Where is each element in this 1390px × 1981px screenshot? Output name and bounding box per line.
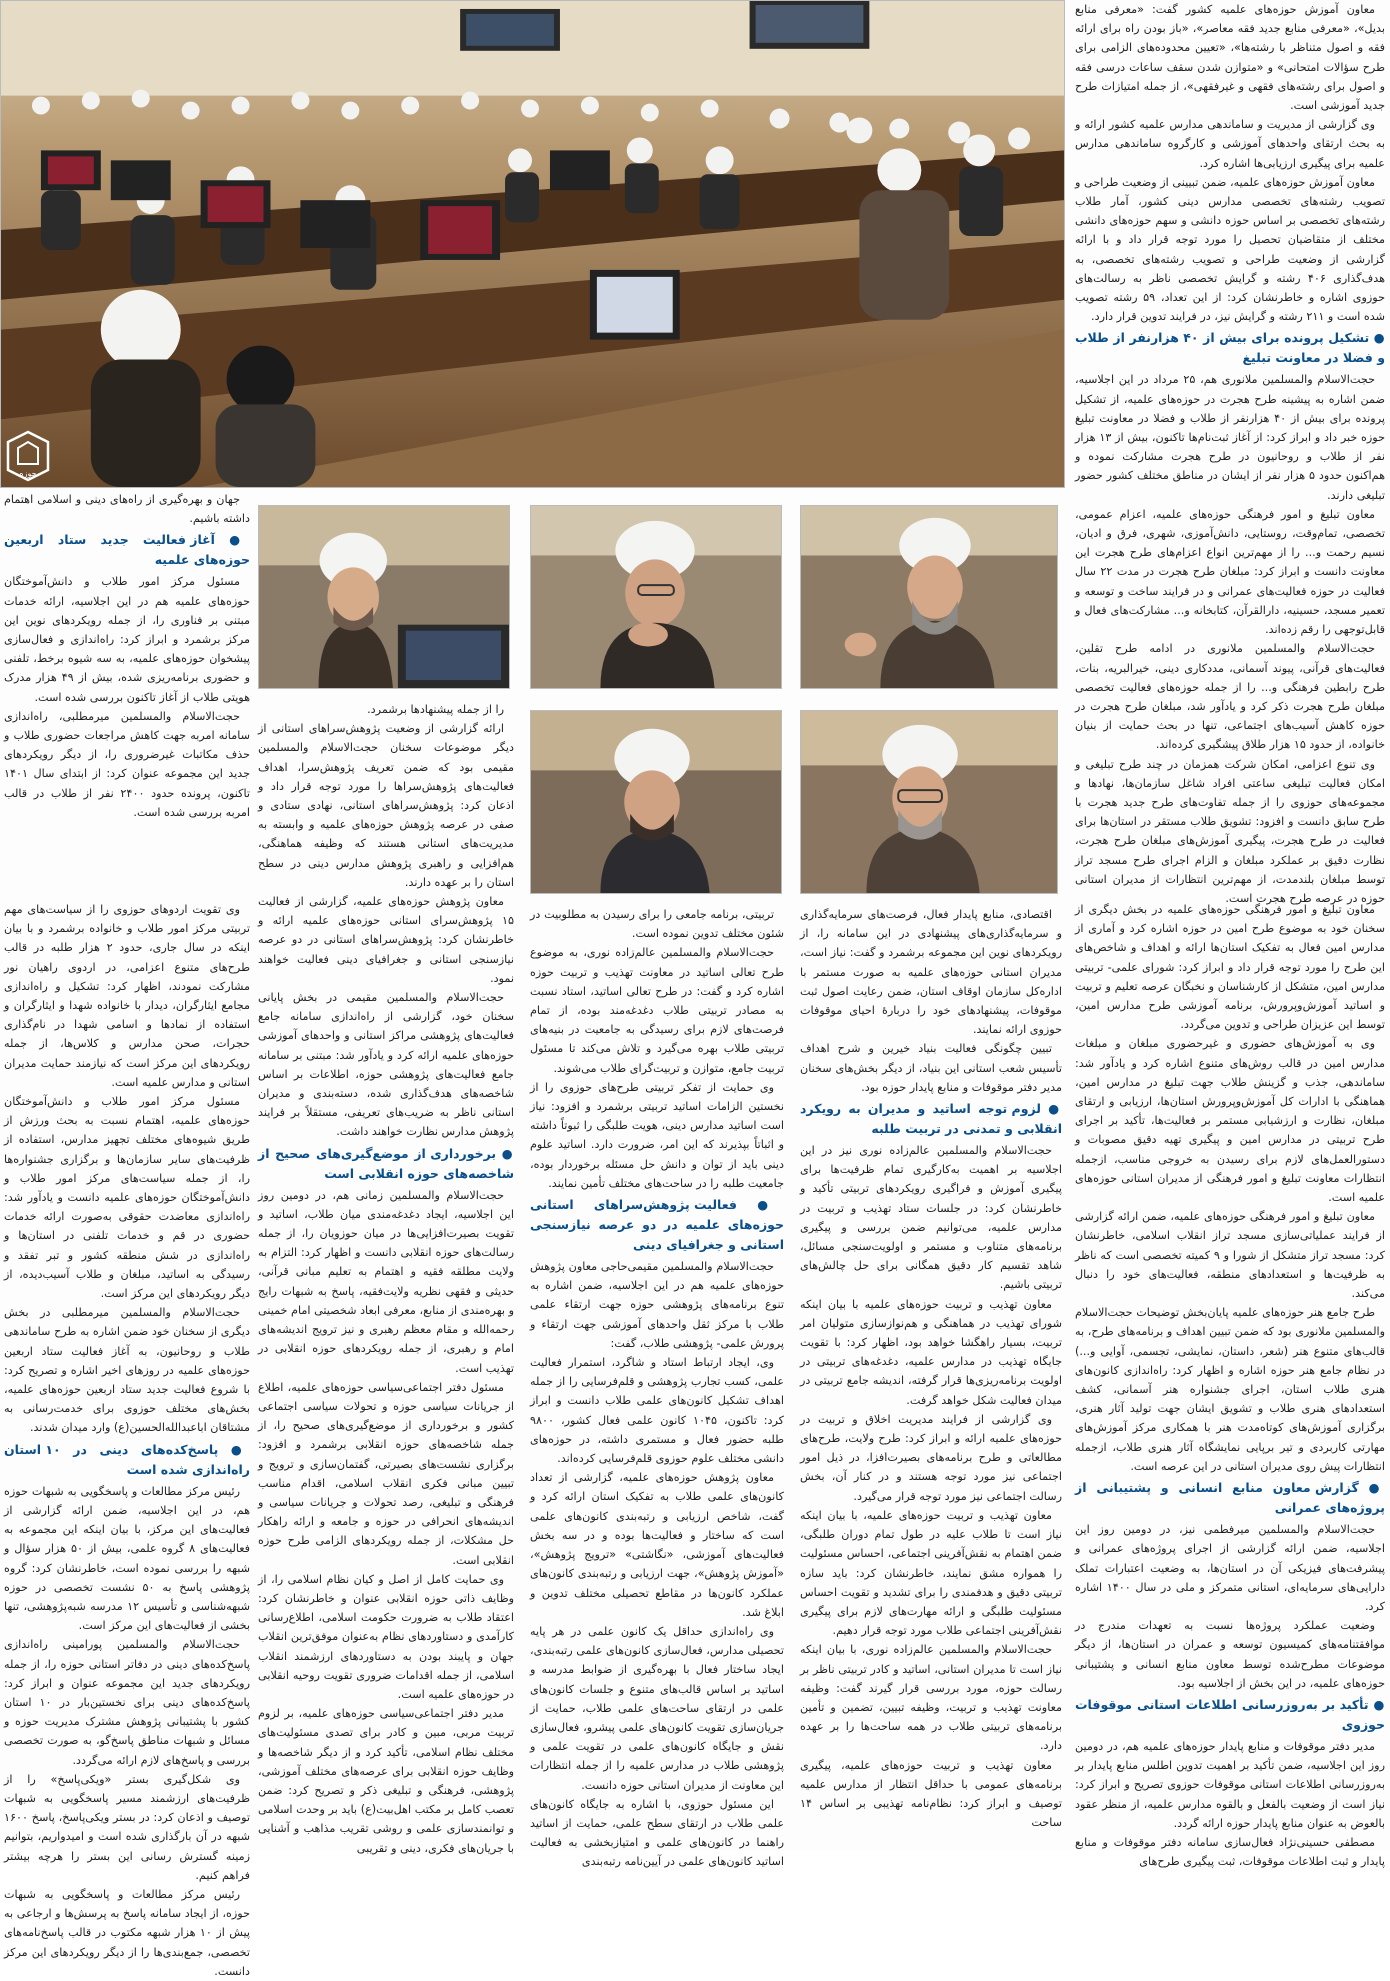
section-heading: ● تشکیل پرونده برای بیش از ۴۰ هزارنفر از طلاب و فضلا در معاونت تبلیغ xyxy=(1075,330,1385,366)
paragraph: معاون آموزش حوزه‌های علمیه، ضمن تبیینی از وضعیت طراحی و تصویب رشته‌های تخصصی مدارس دینی کشور، آمار طلاب رشته‌های تخصصی بر اساس حوزه دانشی و سهم حوزه‌های دانشی مختلف از متقاضیان تحصیل را مورد توجه قرار داد و با ارائه گزارشی از وضعیت طراحی و تصویب رشته‌های تخصصی، به هدف‌گذاری ۴۰۶ رشته و گرایش تخصصی ناظر به رسالت‌های حوزوی اشاره و خاطرنشان کرد: از این تعداد، ۵۹ رشته تصویب شده است و ۲۱۱ رشته و گرایش نیز، در فرایند تدوین قرار دارد. xyxy=(1075,175,1385,324)
paragraph: وی، ایجاد ارتباط استاد و شاگرد، استمرار فعالیت علمی، کسب تجارب پژوهشی و قلم‌فرسایی را از جمله اهداف تشکیل کانون‌های علمی طلاب دانست و ابراز کرد: تاکنون، ۱۰۴۵ کانون علمی فعال کشور، ۹۸۰۰ طلبه حضور فعال و مستمری داشته، در حوزه‌های دانشی مختلف علوم حوزوی قلم‌فرسایی کرده‌اند. xyxy=(530,1356,784,1466)
paragraph: مسئول مرکز امور طلاب و دانش‌آموختگان حوزه‌های علمیه هم در این اجلاسیه، ارائه خدمات مبتنی بر فناوری را، از جمله رویکردهای نوین این مرکز برشمرد و ابراز کرد: راه‌اندازی و فعال‌سازی پیشخوان حوزه‌های علمیه، به سه شیوه برخط، تلفنی و حضوری برنامه‌ریزی شده، بیش از ۴۹ هزار مدرک هویتی طلاب از آغاز تاکنون بررسی شده است. xyxy=(4,575,250,704)
paragraph: حجت‌الاسلام والمسلمین عالم‌زاده نوری، با بیان اینکه نیاز است تا مدیران استانی، اساتید و کادر تربیتی ناظر بر رسالت حوزه، مورد بررسی قرار گیرند گفت: وظیفه معاونت تهذیب و تربیت، وظیفه تبیین، تضمین و تأمین برنامه‌های تربیتی طلاب در همه ساحت‌ها را بر عهده دارد. xyxy=(800,1643,1062,1753)
paragraph: معاون آموزش حوزه‌های علمیه کشور گفت: «معرفی منابع بدیل»، «معرفی منابع جدید فقه معاصر»، «باز بودن راه برای ارائه فقه و اصول متناظر با رشته‌ها»، «تعیین محدوده‌های الزامی برای طرح سؤالات امتحانی» و «متوازن شدن سقف ساعات درسی فقه و اصول برای رشته‌های فقهی و غیرفقهی»، از جمله امتیازات طرح جدید آموزشی است. xyxy=(1075,3,1385,113)
section-heading: ● آغاز فعالیت جدید ستاد اربعین حوزه‌های علمیه xyxy=(4,532,250,568)
section-heading: ● لزوم توجه اساتید و مدیران به رویکرد انقلابی و تمدنی در تربیت طلبه xyxy=(800,1101,1063,1137)
portrait-1 xyxy=(258,505,510,689)
paragraph: این مسئول حوزوی، با اشاره به جایگاه کانون‌های علمی طلاب در ارتقای سطح علمی، حمایت از اساتید راهنما در کانون‌های علمی و امتیازبخشی به فعالیت اساتید کانون‌های علمی در آیین‌نامه رتبه‌بندی xyxy=(530,1797,784,1869)
paragraph: مصطفی حسینی‌نژاد فعال‌سازی سامانه دفتر موقوفات و منابع پایدار و ثبت اطلاعات موقوفات، ثبت پیگیری طرح‌های xyxy=(1075,1835,1385,1869)
portrait-5 xyxy=(800,710,1058,894)
paragraph: تبیین چگونگی فعالیت بنیاد خیرین و شرح اهداف تأسیس شعب استانی این بنیاد، از دیگر بخش‌های سخنان مدیر دفتر موقوفات و منابع پایدار حوزه بود. xyxy=(800,1042,1062,1094)
paragraph: معاون پژوهش حوزه‌های علمیه، گزارشی از فعالیت ۱۵ پژوهش‌سرای استانی حوزه‌های علمیه ارائه و خاطرنشان کرد: پژوهش‌سراهای استانی در دو عرصه نیازسنجی استانی و جغرافیای دینی فعالیت خواهند نمود. xyxy=(258,895,514,985)
portrait-4 xyxy=(530,710,782,894)
paragraph: حجت‌الاسلام والمسلمین ملانوری در ادامه طرح تقلین، فعالیت‌های قرآنی، پیوند آسمانی، مددکاری دینی، خیرالبریه، بنات، طرح رابطین فرهنگی و... را از جمله حوزه‌های فعالیت تخصصی مبلغان طرح هجرت ذکر کرد و یادآور شد، مبلغان طرح هجرت در حوزه کاهش آسیب‌های اجتماعی، تنها در بحث حمایت از بنیان خانواده، از حدود ۱۵ هزار طلاق پیشگیری کرده‌اند. xyxy=(1075,642,1385,752)
paragraph: معاون تهذیب و تربیت حوزه‌های علمیه با بیان اینکه شورای تهذیب در هماهنگی و هم‌نوازسازی متولیان امر تربیت، بسیار راهگشا خواهد بود، اظهار کرد: با تقویت جایگاه تهذیب در مدارس علمیه، دغدغه‌های تربیتی در اولویت برنامه‌ریزی‌ها قرار گرفته، اندیشه جامع تربیتی در میدان فعالیت شکل خواهد گرفت. xyxy=(800,1297,1062,1407)
paragraph: ارائه گزارشی از وضعیت پژوهش‌سراهای استانی از دیگر موضوعات سخنان حجت‌الاسلام والمسلمین مقیمی بود که ضمن تعریف پژوهش‌سرا، اهداف فعالیت‌های پژوهش‌سراها را مورد توجه قرار داد و اذعان کرد: پژوهش‌سراهای استانی، نهادی ستادی و صفی در عرصه پژوهش حوزه‌های علمیه و وابسته به مدیریت‌های استانی هستند که وظیفه هماهنگی، هم‌افزایی و راهبری پژوهش مدارس دینی در سطح استان را بر عهده دارند. xyxy=(258,722,514,889)
section-heading: ● تأکید بر به‌روزرسانی اطلاعات استانی موقوفات حوزوی xyxy=(1075,1696,1385,1732)
section-heading: ● فعالیت پژوهش‌سراهای استانی حوزه‌های علمیه در دو عرصه نیازسنجی استانی و جغرافیای دینی xyxy=(530,1197,784,1253)
paragraph: معاون تبلیغ و امور فرهنگی حوزه‌های علمیه در بخش دیگری از سخنان خود به موضوع طرح امین در حوزه اشاره کرد و آماری از مدارس امین فعال به تفکیک استان‌ها ارائه و اهداف و شاخص‌های این طرح را مورد توجه قرار داد و ابراز کرد: شورای علمی- تربیتی مدارس امین، متشکل از کارشناسان و نخبگان عرصه تعلیم و تربیت و اساتید آموزش‌وپرورش، برنامه آموزشی طرح مدارس امین، توسط این عزیزان طراحی و تدوین می‌گردد. xyxy=(1075,903,1385,1032)
paragraph: حجت‌الاسلام والمسلمین پورامینی راه‌اندازی پاسخ‌کده‌های دینی در دفاتر استانی حوزه را، از جمله رویکردهای جدید این مجموعه عنوان و ابراز کرد: پاسخ‌کده‌های دینی برای نخستین‌بار در ۱۰ استان کشور با پشتیبانی پژوهش مشترک مدیریت حوزه و مسائل و شبهات مناطق پاسخ‌گو، به صورت تخصصی بررسی و پاسخ‌های لازم ارائه می‌گردد. xyxy=(4,1638,250,1767)
paragraph: حجت‌الاسلام والمسلمین میرمطلبی در بخش دیگری از سخنان خود ضمن اشاره به طرح ساماندهی طلاب و روحانیون، به آغاز فعالیت ستاد اربعین حوزه‌های علمیه در روزهای اخیر اشاره و تصریح کرد: با شروع فعالیت جدید ستاد اربعین حوزه‌های علمیه، بخش‌های مختلف حوزوی برای خدمت‌رسانی به مشتاقان اباعبدالله‌الحسین(ع) وارد میدان شدند. xyxy=(4,1306,250,1435)
column-2 xyxy=(258,700,514,1855)
paragraph: حجت‌الاسلام والمسلمین مقیمی در بخش پایانی سخنان خود، گزارشی از راه‌اندازی سامانه جامع فعالیت‌های پژوهشی مراکز استانی و واحدهای آموزشی حوزه‌های علمیه ارائه کرد و یادآور شد: مبتنی بر سامانه جامع فعالیت‌های پژوهشی حوزه، اطلاعات بر اساس شاخصه‌های هدف‌گذاری شده، دسته‌بندی و مدیران استانی ناظر به ضریب‌های تعریفی، مستقلاً بر فرایند پژوهش مدارس نظارت خواهند داشت. xyxy=(258,991,514,1139)
column-5 xyxy=(1075,900,1385,1869)
paragraph: رئیس مرکز مطالعات و پاسخگویی به شبهات حوزه، از ایجاد سامانه پاسخ به پرسش‌ها و ارجاعی به پیش از ۱۰ هزار شبهه مکتوب در قالب پاسخ‌نامه‌های تخصصی، جمع‌بندی‌ها را از دیگر رویکردهای این مرکز دانست. xyxy=(4,1887,250,1978)
paragraph: وی تنوع اعزامی، امکان شرکت همزمان در چند طرح تبلیغی و امکان فعالیت تبلیغی ساعتی افراد شاغل سازمان‌ها، نهادها و مجموعه‌های حوزوی را از جمله تفاوت‌های طرح جدید هجرت با طرح سابق دانست و افزود: تشویق طلاب مستقر در استان‌ها برای فعالیت در طرح هجرت، پیگیری آموزش‌های مبلغان طرح هجرت، نظارت دقیق بر عملکرد مبلغان و الزام اجرای طرح مسجد تراز توسط مبلغان بلندمدت، از مهم‌ترین انتظارات از مدیران استانی حوزه در عرصه طرح هجرت است. xyxy=(1075,757,1385,905)
column-3 xyxy=(530,905,784,1869)
paragraph: وی شکل‌گیری بستر «ویکی‌پاسخ» را از ظرفیت‌های ارزشمند مسیر پاسخگویی به شبهات توصیف و اذعان کرد: در بستر ویکی‌پاسخ، پاسخ ۱۶۰۰ شبهه در آن بارگذاری شده است و امیدواریم، بتوانیم زمینه گسترش رسانی این بستر را هرچه بیشتر فراهم کنیم. xyxy=(4,1772,250,1882)
column-4 xyxy=(800,905,1062,1846)
paragraph: تربیتی، برنامه جامعی را برای رسیدن به مطلوبیت در شئون مختلف تدوین نموده است. xyxy=(530,908,784,941)
paragraph: وی حمایت از تفکر تربیتی طرح‌های حوزوی را از نخستین الزامات اساتید تربیتی برشمرد و افزود: نیاز است اساتید مدارس دینی، هویت طلبگی را ثبوتاً داشته و اثباتاً بپذیرند که این امر، ضرورت دارد. اساتید علوم دینی باید از توان و دانش حل مسئله برخوردار بوده، جامعیت طلبه را در ساحت‌های مختلف تأمین نمایند. xyxy=(530,1080,784,1190)
paragraph: وی تقویت اردوهای حوزوی را از سیاست‌های مهم تربیتی مرکز امور طلاب و خانواده برشمرد و با بیان اینکه در سال جاری، حدود ۲ هزار طلبه در قالب طرح‌های متنوع اعزامی، در اردوی راهیان نور مشارکت نمودند، اظهار کرد: تشکیل و راه‌اندازی مجامع ایثارگران، دیدار با خانواده شهدا و ایثارگران و استفاده از نمادها و اسامی شهدا در نام‌گذاری حجرات، صحن مدارس و کلاس‌ها، از جمله رویکردهای این مرکز است که نیازمند حمایت مدیران استانی و مدارس علمیه است. xyxy=(4,903,250,1089)
paragraph: مسئول مرکز امور طلاب و دانش‌آموختگان حوزه‌های علمیه، اهتمام نسبت به بحث ورزش از طریق شیوه‌های مختلف تجهیز مدارس، استفاده از ظرفیت‌های سایر سازمان‌ها و برگزاری جشنواره‌ها را، از جمله سیاست‌های مرکز امور طلاب و دانش‌آموختگان حوزه‌های علمیه دانست و یادآور شد: راه‌اندازی معاضدت حقوقی به‌صورت ارائه خدمات حضوری در قم و خدمات تلفنی در استان‌ها و راه‌اندازی در شش منطقه کشور و تبر تفقد و رسیدگی به اساتید، مبلغان و طلاب آسیب‌دیده، از دیگر رویکردهای این مرکز است. xyxy=(4,1095,250,1301)
paragraph: جهان و بهره‌گیری از راه‌های دینی و اسلامی اهتمام داشته باشیم. xyxy=(4,493,250,526)
portrait-3 xyxy=(800,505,1058,689)
hawzah-logo xyxy=(4,430,52,482)
paragraph: وی به آموزش‌های حضوری و غیرحضوری مبلغان و مبلغات مدارس امین در قالب روش‌های متنوع اشاره کرد و یادآور شد: ساماندهی، جذب و گزینش طلاب جهت تبلیغ در مدارس امین، هماهنگی با ادارات کل آموزش‌وپرورش استان‌ها، ارزیابی و ارتقای مبلغان، نظارت و ارزشیابی مستمر بر فعالیت‌ها، تأکید بر اجرای طرح تربیتی در مدارس امین و پیگیری تهیه دقیق مصوبات و دستورالعمل‌های لازم برای رسیدن به خروجی مناسب، ازجمله انتظارات معاونت تبلیغ و امور فرهنگی از مدیران استانی حوزه‌های علمیه است. xyxy=(1075,1037,1385,1205)
paragraph: حجت‌الاسلام والمسلمین مقیمی‌حاجی معاون پژوهش حوزه‌های علمیه هم در این اجلاسیه، ضمن اشاره به تنوع برنامه‌های پژوهشی حوزه جهت ارتقاء علمی طلاب با مرکز ثقل واحدهای آموزشی جهت ارتقاء و پرورش علمی- پژوهشی طلاب، گفت: xyxy=(530,1260,784,1350)
hero-meeting-photo xyxy=(0,0,1065,488)
column-left-top xyxy=(4,490,250,896)
paragraph: معاون پژوهش حوزه‌های علمیه، گزارشی از تعداد کانون‌های علمی طلاب به تفکیک استان ارائه کرد و گفت، شاخص ارزیابی و رتبه‌بندی کانون‌های علمی است که ساختار و فعالیت‌ها بوده و در سه بخش فعالیت‌های آموزشی، «نگاشتی» «ترویج پژوهش»، «آموزش پژوهش»، جهت ارزیابی و رتبه‌بندی کانون‌های عملکرد کانون‌ها در مقاطع تحصیلی مختلف تدوین و ابلاغ شد. xyxy=(530,1471,784,1619)
paragraph: مدیر دفتر اجتماعی‌سیاسی حوزه‌های علمیه، بر لزوم تربیت مربی، مبین و کادر برای تصدی مسئولیت‌های مختلف نظام اسلامی، تأکید کرد و از دیگر شاخصه‌ها و وظایف حوزه انقلابی برای عرصه‌های مختلف آموزشی، پژوهشی، فرهنگی و تبلیغی ذکر و تصریح کرد: ضمن تعصب کامل بر مکتب اهل‌بیت(ع) باید بر وحدت اسلامی و توانمندسازی علمی و روشی تقریب مذاهب و آشنایی با جریان‌های فکری، دینی و تقریبی xyxy=(258,1707,514,1855)
paragraph: حجت‌الاسلام والمسلمین زمانی هم، در دومین روز این اجلاسیه، ایجاد دغدغه‌مندی میان طلاب، اساتید و تقویت بصیرت‌افزایی‌ها در میان حوزویان را، از جمله رسالت‌های حوزه انقلابی دانست و اظهار کرد: التزام به ولایت مطلقه فقیه و اهتمام به تعلیم مبانی قرآنی، حدیثی و فقهی نظریه ولایت‌فقیه، پاسخ به شبهات رایج و بهره‌مندی از منابع، معرفی ابعاد شخصیتی امام خمینی رحمه‌الله و مقام معظم رهبری و نیز ترویج اندیشه‌های امام و رهبری، از جمله رویکردهای حوزه انقلابی در تهذیب است. xyxy=(258,1188,514,1375)
section-heading: ● برخورداری از موضع‌گیری‌های صحیح از شاخصه‌های حوزه انقلابی است xyxy=(258,1145,514,1181)
paragraph: مدیر دفتر موقوفات و منابع پایدار حوزه‌های علمیه هم، در دومین روز این اجلاسیه، ضمن تأکید بر اهمیت تدوین اطلس منابع پایدار بر به‌روزرسانی اطلاعات استانی موقوفات حوزوی تصریح و ابراز کرد: نیاز است از وضعیت بالفعل و بالقوه مدارس علمیه، از منظر عقود بالعوض به عنوان منابع پایدار حوزه ارائه گردد. xyxy=(1075,1739,1385,1830)
paragraph: حجت‌الاسلام والمسلمین میرفطمی نیز، در دومین روز این اجلاسیه، ضمن ارائه گزارشی از اجرای پروژه‌های عمرانی و پیشرفت‌های فیزیکی آن در استان‌ها، به وضعیت اعتبارات تملک دارایی‌های سرمایه‌ای، استانی متمرکز و ملی در سال ۱۴۰۰ اشاره کرد. xyxy=(1075,1523,1385,1613)
paragraph: حجت‌الاسلام والمسلمین عالم‌زاده نوری نیز در این اجلاسیه بر اهمیت به‌کارگیری تمام ظرفیت‌ها برای پیگیری آموزش و فراگیری رویکردهای تربیتی تأکید و خاطرنشان کرد: در جلسات ستاد تهذیب و تربیت در مدارس علمیه، می‌توانیم ضمن بررسی و پیگیری برنامه‌های متناوب و مستمر و اولویت‌سنجی مسائل، شاهد تقسیم کار دقیق همگانی برای حل چالش‌های تربیتی باشیم. xyxy=(800,1144,1062,1292)
paragraph: وی حمایت کامل از اصل و کیان نظام اسلامی را، از وظایف ذاتی حوزه انقلابی عنوان و خاطرنشان کرد: اعتقاد طلاب به ضرورت حکومت اسلامی، اطلاع‌رسانی کارآمدی و دستاوردهای نظام به‌عنوان موفق‌ترین انقلاب جهان و پایبند بودن به دستاوردهای ارزشمند انقلاب اسلامی، از جمله اقدامات ضروری تقویت روحیه انقلابی در حوزه‌های علمیه است. xyxy=(258,1572,514,1701)
section-heading: ● گزارش معاون منابع انسانی و پشتیبانی از پروژه‌های عمرانی xyxy=(1075,1480,1385,1516)
paragraph: طرح جامع هنر حوزه‌های علمیه پایان‌بخش توضیحات حجت‌الاسلام والمسلمین ملانوری بود که ضمن تبیین اهداف و برنامه‌های طرح، به قالب‌های متنوع هنر (شعر، داستان، نمایشی، تجسمی، آوایی و...) در نظام جامع هنر حوزه اشاره و اظهار کرد: راه‌اندازی کانون‌های هنری طلاب استان، اجرای جشنواره هنر آسمانی، کشف استعدادهای هنری طلاب و تشویق ایشان جهت تولید آثار هنری، برگزاری آموزش‌های کوتاه‌مدت هنر با همکاری مرکز آموزش‌های مهارتی کاربردی و تیر برپایی نمایشگاه آثار هنری طلاب، ازجمله انتظارات پیش روی مدیران استانی در این عرصه است. xyxy=(1075,1306,1385,1473)
paragraph: حجت‌الاسلام والمسلمین عالم‌زاده نوری، به موضوع طرح تعالی اساتید در معاونت تهذیب و تربیت حوزه اشاره کرد و گفت: در طرح تعالی اساتید، استاد نسبت به مصادر تربیتی طلاب دغدغه‌مند بوده، از تمام فرصت‌های لازم برای رسیدگی به جامعیت در بنیه‌های تربیتی طلاب بهره می‌گیرد و تلاش می‌کند تا مسئول تربیت جامع، متوازن و تربیت‌گرای طلاب می‌شوند. xyxy=(530,946,784,1075)
paragraph: وضعیت عملکرد پروژه‌ها نسبت به تعهدات مندرج در موافقتنامه‌های کمیسیون توسعه و عمران در استان‌ها، از دیگر موضوعات مطرح‌شده توسط معاون منابع انسانی و پشتیبانی حوزه‌های علمیه، در این بخش از اجلاسیه بود. xyxy=(1075,1619,1385,1690)
paragraph: وی راه‌اندازی حداقل یک کانون علمی در هر پایه تحصیلی مدارس، فعال‌سازی کانون‌های علمی رتبه‌بندی، ایجاد ساختار فعال با بهره‌گیری از ضوابط مدرسه و اساتید بر اساس قالب‌های متنوع و جلسات کانون‌های علمی در ارتقای ساحت‌های علمی طلاب، حمایت از جریان‌سازی تقویت کانون‌های علمی پیشرو، فعال‌سازی نقش و جایگاه کانون‌های علمی در تقویت علمی و پژوهشی طلاب در مدارس علمیه را از جمله انتظارات این معاونت از مدیران استانی حوزه دانست. xyxy=(530,1624,784,1792)
column-right-top xyxy=(1075,0,1386,905)
paragraph: اقتصادی، منابع پایدار فعال، فرصت‌های سرمایه‌گذاری و سرمایه‌گذاری‌های پیشنهادی در این سامانه را، از رویکردهای نوین این مجموعه برشمرد و گفت: نیاز است، مدیران استانی حوزه‌های علمیه به صورت مستمر با اداره‌کل سازمان اوقاف استان، ضمن رعایت اصول ثبت موقوفات، پیشنهادهای خود را دربارهٔ احیای موقوفات حوزوی ارائه نمایند. xyxy=(800,908,1062,1037)
paragraph: حجت‌الاسلام والمسلمین میرمطلبی، راه‌اندازی سامانه امربه جهت کاهش مراجعات حضوری طلاب و حذف مکاتبات غیرضروری را، از دیگر رویکردهای جدید این مجموعه عنوان کرد: از ابتدای سال ۱۴۰۱ تاکنون، پرونده حدود ۲۴۰۰ نفر از طلاب در قالب امربه بررسی شده است. xyxy=(4,709,250,819)
column-1 xyxy=(4,900,251,1978)
section-heading: ● پاسخ‌کده‌های دینی در ۱۰ استان راه‌اندازی شده است xyxy=(4,1441,250,1477)
paragraph: معاون تبلیغ و امور فرهنگی حوزه‌های علمیه، اعزام عمومی، تخصصی، تمام‌وقت، روستایی، دانش‌آموزی، شهری، فرق و ادیان، نسیم رحمت و... را از مهم‌ترین انواع اعزام‌های طرح هجرت این معاونت دانست و ابراز کرد: مبلغان طرح هجرت در مدت ۲۲ سال فعالیت در حوزه فعالیت‌های عمرانی و در فرایند ساخت و توسعه و تعمیر مسجد، حسینیه، دارالقرآن، کتابخانه و... مشارکت‌های فعال و قابل‌توجهی را رقم زده‌اند. xyxy=(1075,507,1386,637)
paragraph: معاون تهذیب و تربیت حوزه‌های علمیه، با بیان اینکه نیاز است تا طلاب علیه در طول تمام دوران طلبگی، ضمن اهتمام به نقش‌آفرینی اجتماعی، احساس مسئولیت را همواره مشق نمایند، خاطرنشان کرد: باید سازه تربیتی دقیق و هدفمندی را برای تشدید و تقویت احساس مسئولیت طلبگی و ارائه مهارت‌های لازم برای پیگیری نقش‌آفرینی اجتماعی طلاب مورد توجه قرار دهیم. xyxy=(800,1508,1062,1638)
paragraph: وی گزارشی از فرایند مدیریت اخلاق و تربیت در حوزه‌های علمیه ارائه و ابراز کرد: طرح ولایت، طرح‌های مطالعاتی و طرح برنامه‌های بصیرت‌افزا، در ذیل امور اجتماعی نیز مورد توجه هستند و در کنار آن، بخش رسالت اجتماعی نیز مورد توجه قرار می‌گیرد. xyxy=(800,1412,1062,1503)
paragraph: وی گزارشی از مدیریت و ساماندهی مدارس علمیه کشور ارائه و به بحث ارتقای واحدهای آموزشی و کارگروه ساماندهی مدارس علمیه برای پیگیری ارزیابی‌ها اشاره کرد. xyxy=(1075,118,1385,170)
paragraph: معاون تبلیغ و امور فرهنگی حوزه‌های علمیه، ضمن ارائه گزارشی از فرایند عملیاتی‌سازی مسجد تراز انقلاب اسلامی، خاطرنشان کرد: مسجد تراز متشکل از شورا و ۹ کمیته تخصصی است که ناظر به ظرفیت‌ها و استعدادهای منطقه، فعالیت‌های خود را دنبال می‌کند. xyxy=(1075,1210,1385,1301)
paragraph: را از جمله پیشنهادها برشمرد. xyxy=(367,703,504,716)
paragraph: مسئول دفتر اجتماعی‌سیاسی حوزه‌های علمیه، اطلاع از جریانات سیاسی حوزه و تحولات سیاسی اجتماعی کشور و برخورداری از موضع‌گیری‌های صحیح را، از جمله شاخصه‌های حوزه انقلابی برشمرد و افزود: برگزاری نشست‌های بصیرتی، گفتمان‌سازی و ترویج و تبیین مبانی فکری انقلاب اسلامی، اقدام مناسب فرهنگی و تبلیغی، رصد تحولات و جریانات سیاسی و اندیشه‌های انحرافی در حوزه و جامعه و ارائه راهکار حل مشکلات، از جمله رویکردهای الزامی طرح حوزه انقلابی است. xyxy=(258,1380,514,1567)
paragraph: رئیس مرکز مطالعات و پاسخگویی به شبهات حوزه هم، در این اجلاسیه، ضمن ارائه گزارشی از فعالیت‌های این مرکز، با بیان اینکه این مجموعه به فعالیت‌های ۸ گروه علمی، بیش از ۵۰ هزار سؤال و شبهه را بررسی نموده است، خاطرنشان کرد: گروه پژوهشی پاسخ به ۵۰ نشست تخصصی در حوزه شبهه‌شناسی و تأسیس ۱۲ مدرسه شبه‌پژوهشی، تنها بخشی از فعالیت‌های این مرکز است. xyxy=(4,1484,251,1633)
logo-text: حوزه xyxy=(19,469,37,478)
paragraph: حجت‌الاسلام والمسلمین ملانوری هم، ۲۵ مرداد در این اجلاسیه، ضمن اشاره به پیشینه طرح هجرت در حوزه‌های علمیه، از تشکیل پرونده برای بیش از ۴۰ هزارنفر از طلاب و فضلا در معاونت تبلیغ حوزه خبر داد و ابراز کرد: از آغاز ثبت‌نام‌ها تاکنون، بیش از ۱۳ هزار نفر از طلاب و روحانیون در طرح هجرت مشارکت نموده و هم‌اکنون حدود ۵ هزار نفر از ایشان در مناطق مختلف کشور حضور تبلیغی دارند. xyxy=(1075,373,1386,502)
paragraph: معاون تهذیب و تربیت حوزه‌های علمیه، پیگیری برنامه‌های عمومی با حداقل انتظار از مدارس علمیه توصیف و ابراز کرد: نظام‌نامه تهذیبی بر اساس ۱۴ ساحت xyxy=(800,1758,1062,1830)
portrait-2 xyxy=(530,505,782,689)
